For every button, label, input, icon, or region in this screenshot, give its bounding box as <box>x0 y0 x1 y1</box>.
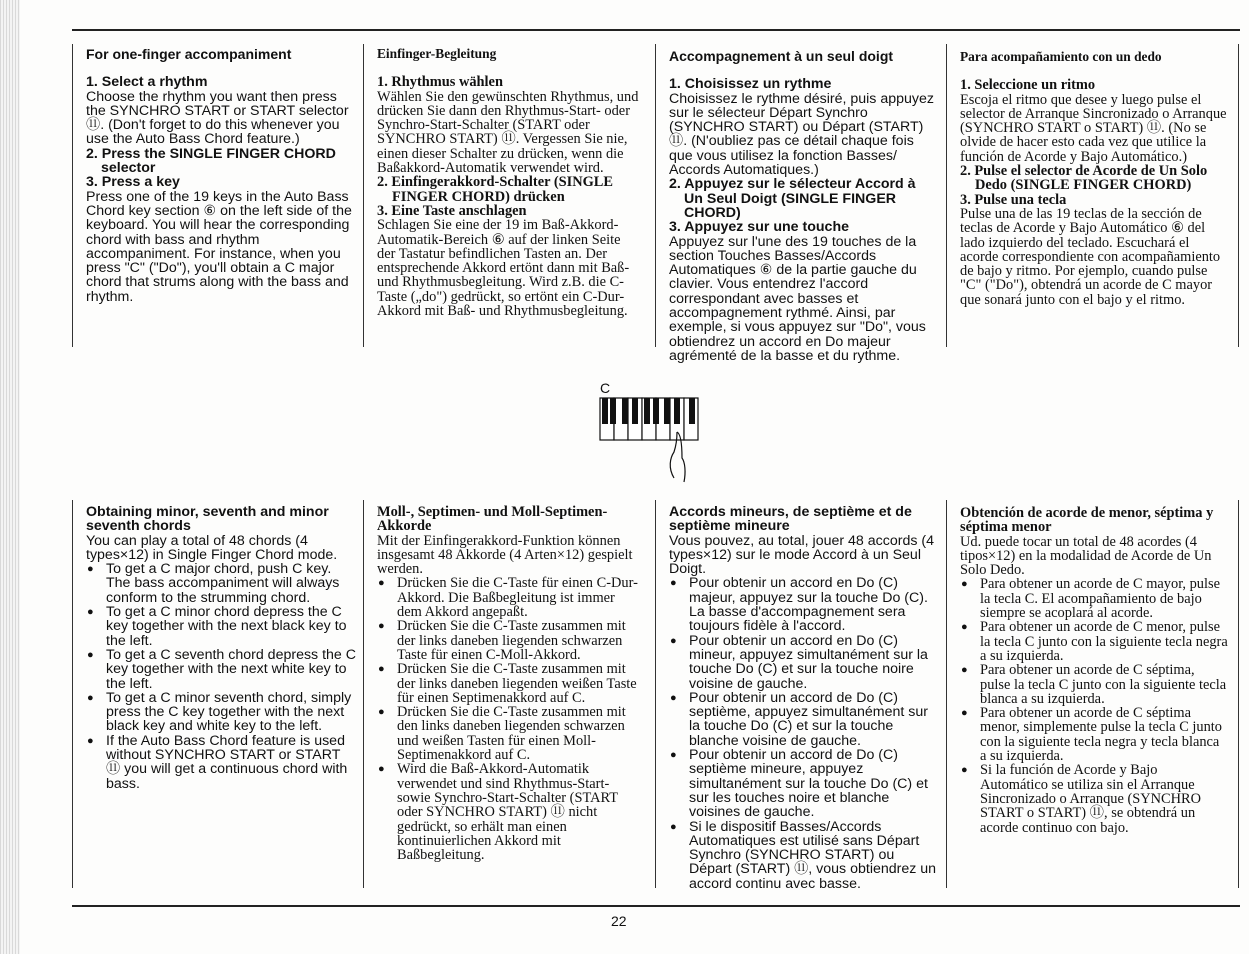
step-text: Schlagen Sie eine der 19 im Baß-Akkord-Automatik-Bereich ⑥ auf der linken Seite der Tastatur befindlichen Tasten an. Der entsprechende Akkord ertönt dann mit Baß- und Rhythmusbegleitung. Wird z.B. die C-Taste („do") gedrückt, so ertönt ein C-Dur-Akkord mit Baß- und Rhythmusbegleitung. <box>377 217 630 320</box>
chord-list <box>377 576 642 862</box>
bottom-rule <box>72 905 1240 907</box>
column-divider <box>72 44 73 347</box>
step-title: 3. Pulse una tecla <box>960 191 1067 208</box>
list-item: ● Pour obtenir un accord en Do (C) mineur, appuyez simultanément sur la touche Do (C) et sur la touche noire voisine de gauche. <box>669 634 937 691</box>
chord-list <box>86 562 358 791</box>
step-title: 2. Press the SINGLE FINGER CHORD selector <box>86 145 336 177</box>
list-item: ● Drücken Sie die C-Taste zusammen mit der links daneben liegenden schwarzen Taste für einen C-Moll-Akkord. <box>377 619 642 662</box>
list-item: ● Wird die Baß-Akkord-Automatik verwendet und sind Rhythmus-Start- sowie Synchro-Start-Schalter (START oder SYNCHRO START) ⑪ nicht gedrückt, so erhält man einen kontinuierlichen Akkord mit Baßbegleitung. <box>377 762 642 862</box>
list-item: ● To get a C major chord, push C key. The bass accompaniment will always conform to the strumming chord. <box>86 562 358 605</box>
key-c-label: C <box>600 380 611 396</box>
list-item: ● Pour obtenir un accord en Do (C) majeur, appuyez sur la touche Do (C). La basse d'accompagnement sera toujours fidèle à l'accord. <box>669 576 937 633</box>
intro-text: Ud. puede tocar un total de 48 acordes (4 tipos×12) en la modalidad de Acorde de Un Solo Dedo. <box>960 533 1212 579</box>
column-divider <box>946 44 947 347</box>
list-item: ● Pour obtenir un accord de Do (C) septième, appuyez simultanément sur la touche Do (C) et sur la touche blanche voisine de gauche. <box>669 691 937 748</box>
section-french-one-finger <box>669 49 937 363</box>
column-divider <box>655 500 656 888</box>
column-divider <box>1238 500 1239 888</box>
list-item: ● Para obtener un acorde de C séptima, pulse la tecla C junto con la siguiente tecla blanca a su izquierda. <box>960 663 1228 706</box>
step-text: Press one of the 19 keys in the Auto Bass Chord key section ⑥ on the left side of the keyboard. You will hear the corresponding chord with bass and rhythm accompaniment. For instance, when you press "C" ("Do"), you'll obtain a C major chord that strums along with the bass and rhythm. <box>86 188 352 305</box>
intro-text: Mit der Einfingerakkord-Funktion können insgesamt 48 Akkorde (4 Arten×12) gespielt werden. <box>377 532 633 578</box>
list-item: ● Para obtener un acorde de C menor, pulse la tecla C junto con la siguiente tecla negra a su izquierda. <box>960 620 1228 663</box>
list-item: ● To get a C seventh chord depress the C key together with the next white key to the left. <box>86 648 358 691</box>
page-number: 22 <box>611 913 627 929</box>
section-spanish-one-finger <box>960 50 1228 307</box>
binding-edge <box>0 0 20 954</box>
section-title: Einfinger-Begleitung <box>377 46 497 61</box>
section-title: Accords mineurs, de septième et de septième mineure <box>669 504 912 535</box>
section-english-one-finger <box>86 47 358 304</box>
section-english-chords <box>86 505 358 791</box>
section-german-one-finger <box>377 47 642 318</box>
step-title: 3. Press a key <box>86 174 180 191</box>
keyboard-illustration <box>598 396 706 488</box>
step-title: 3. Appuyez sur une touche <box>669 219 849 236</box>
intro-text: Vous pouvez, au total, jouer 48 accords (4 types×12) sur le mode Accord à un Seul Doigt. <box>669 532 934 578</box>
section-title: Obtención de acorde de menor, séptima y séptima menor <box>960 505 1214 536</box>
step-text: Choisissez le rythme désiré, puis appuyez sur le sélecteur Départ Synchro (SYNCHRO START) ou Départ (START) ⑪. (N'oubliez pas ce détail chaque fois que vous utilisez la fonction Basses/ Accords Automatiques.) <box>669 90 934 179</box>
list-item: ● Drücken Sie die C-Taste für einen C-Dur-Akkord. Die Baßbegleitung ist immer dem Akkord angepaßt. <box>377 576 642 619</box>
step-text: Escoja el ritmo que desee y luego pulse el selector de Arranque Sincronizado o Arranque (SYNCHRO START o START) ⑪. (No se olvide de hacer esto cada vez que utilice la función de Acorde y Bajo Automático.) <box>960 91 1227 165</box>
step-title: 1. Select a rhythm <box>86 74 208 91</box>
list-item: ● Para obtener un acorde de C mayor, pulse la tecla C. El acompañamiento de bajo siempre se acoplará al acorde. <box>960 577 1228 620</box>
list-item: ● Si le dispositif Basses/Accords Automatiques est utilisé sans Départ Synchro (SYNCHRO START) ou Départ (START) ⑪, vous obtiendrez un accord continu avec basse. <box>669 820 937 891</box>
column-divider <box>363 500 364 888</box>
section-title: Para acompañamiento con un dedo <box>960 49 1162 64</box>
list-item: ● Drücken Sie die C-Taste zusammen mit der links daneben liegenden weißen Taste für einen Septimenakkord auf C. <box>377 662 642 705</box>
list-item: ● Drücken Sie die C-Taste zusammen mit den links daneben liegenden schwarzen und weißen Tasten für einen Moll-Septimenakkord auf C. <box>377 705 642 762</box>
top-rule <box>72 29 1240 31</box>
chord-list <box>960 577 1228 834</box>
list-item: ● Si la función de Acorde y Bajo Automático se utiliza sin el Arranque Sincronizado o Arranque (SYNCHRO START o START) ⑪, se obtendrá un acorde continuo con bajo. <box>960 763 1228 834</box>
step-title: 1. Rhythmus wählen <box>377 74 503 91</box>
list-item: ● Pour obtenir un accord de Do (C) septième mineure, appuyez simultanément sur la touche Do (C) et sur les touches noire et blanche voisines de gauche. <box>669 748 937 819</box>
column-divider <box>655 44 656 347</box>
step-title: 2. Pulse el selector de Acorde de Un Solo Dedo (SINGLE FINGER CHORD) <box>960 163 1208 194</box>
section-title: Accompagnement à un seul doigt <box>669 48 894 64</box>
step-text: Choose the rhythm you want then press the SYNCHRO START or START selector ⑪. (Don't forget to do this whenever you use the Auto Bass Chord feature.) <box>86 88 349 148</box>
section-title: For one-finger accompaniment <box>86 46 292 62</box>
step-title: 2. Appuyez sur le sélecteur Accord à Un Seul Doigt (SINGLE FINGER CHORD) <box>669 176 916 221</box>
list-item: ● If the Auto Bass Chord feature is used without SYNCHRO START or START ⑪ you will get a continuous chord with bass. <box>86 734 358 791</box>
intro-text: You can play a total of 48 chords (4 types×12) in Single Finger Chord mode. <box>86 532 338 563</box>
column-divider <box>946 500 947 888</box>
section-title: Obtaining minor, seventh and minor seventh chords <box>86 504 329 535</box>
column-divider <box>363 44 364 347</box>
section-french-chords <box>669 505 937 891</box>
step-title: 3. Eine Taste anschlagen <box>377 202 527 219</box>
section-spanish-chords <box>960 506 1228 835</box>
step-text: Wählen Sie den gewünschten Rhythmus, und drücken Sie dann den Rhythmus-Start- oder Synchro-Start-Schalter (START oder SYNCHRO START) ⑪. Vergessen Sie nie, einen dieser Schalter zu drücken, wenn die Baßakkord-Automatik verwendet wird. <box>377 88 639 177</box>
column-divider <box>1238 44 1239 347</box>
list-item: ● To get a C minor chord depress the C key together with the next black key to the left. <box>86 605 358 648</box>
step-text: Pulse una de las 19 teclas de la sección de teclas de Acorde y Bajo Automático ⑥ del lado izquierdo del teclado. Escuchará el acorde correspondiente con acompañamiento de bajo y ritmo. Por ejemplo, cuando pulse "C" ("Do"), obtendrá un acorde de C mayor que sonará junto con el bajo y el ritmo. <box>960 205 1221 308</box>
list-item: ● To get a C minor seventh chord, simply press the C key together with the next black key and white key to the left. <box>86 691 358 734</box>
list-item: ● Para obtener un acorde de C séptima menor, simplemente pulse la tecla C junto con la siguiente tecla negra y tecla blanca a su izquierda. <box>960 706 1228 763</box>
section-title: Moll-, Septimen- und Moll-Septimen-Akkorde <box>377 504 608 535</box>
step-title: 1. Choisissez un rythme <box>669 76 832 93</box>
step-title: 1. Seleccione un ritmo <box>960 77 1096 94</box>
column-divider <box>72 500 73 888</box>
step-text: Appuyez sur l'une des 19 touches de la section Touches Basses/Accords Automatiques ⑥ de la partie gauche du clavier. Vous entendrez l'accord correspondant avec basses et accompagnement rythmé. Ainsi, par exemple, si vous appuyez sur "Do", vous obtiendrez un accord en Do majeur agrémenté de la basse et du rythme. <box>669 233 926 364</box>
step-title: 2. Einfingerakkord-Schalter (SINGLE FINGER CHORD) drücken <box>377 174 614 205</box>
section-german-chords <box>377 505 642 862</box>
chord-list <box>669 576 937 891</box>
